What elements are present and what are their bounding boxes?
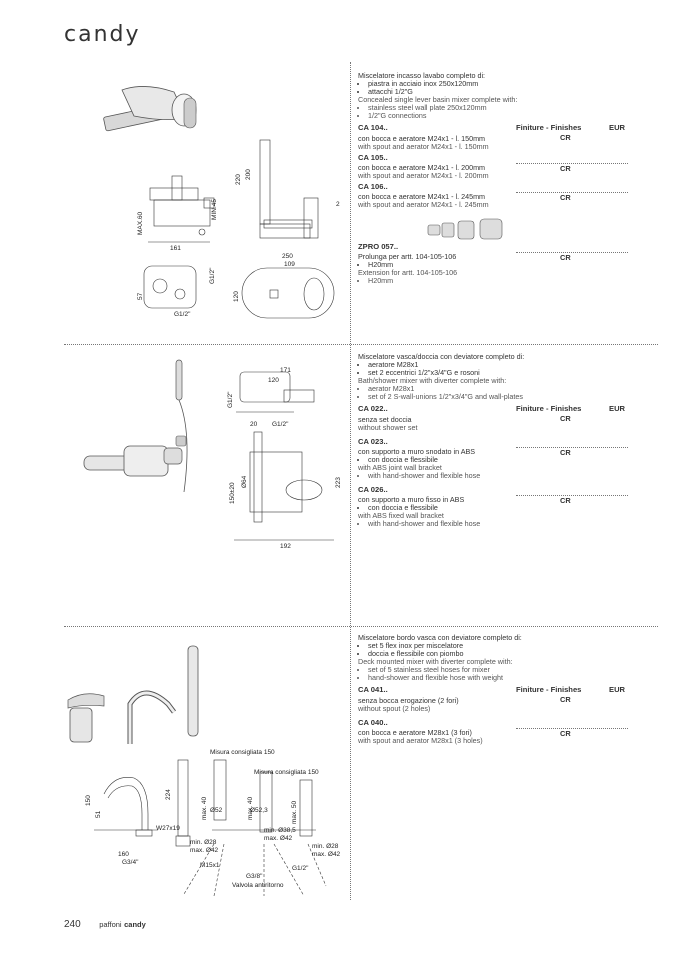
dim-label: 192 [280, 543, 291, 550]
section-separator-2 [64, 626, 658, 627]
section2-drawings [64, 352, 348, 622]
product-item [358, 243, 628, 285]
item-desc-it: con bocca e aeratore M28x1 (3 fori) [358, 727, 472, 737]
dim-label: MIN.45 [211, 199, 218, 220]
item-desc-en: with spout and aerator M24x1 - l. 245mm [358, 200, 489, 210]
price-dotted-line [516, 192, 628, 193]
dim-label: min. Ø38,5 [264, 827, 296, 834]
bullet: • H20mm [368, 261, 628, 269]
bullet: • con doccia e flessibile [368, 456, 628, 464]
product-item [358, 132, 628, 151]
product-item [358, 413, 628, 432]
bullet: • set 2 eccentrici 1/2"x3/4"G e rosoni [368, 369, 628, 377]
dim-label: 160 [118, 851, 129, 858]
dim-label: Ø52 [210, 807, 223, 814]
item-desc-en: with spout and aerator M28x1 (3 holes) [358, 735, 483, 745]
product-code: CA 040.. [358, 717, 388, 727]
dim-label: max. 40 [247, 796, 254, 820]
eur-header: EUR [609, 122, 626, 132]
dim-label: W27x19 [156, 825, 180, 832]
bullet: • with hand-shower and flexible hose [368, 472, 628, 480]
product-item [358, 183, 628, 209]
section2-spec [358, 353, 628, 529]
finishes-header: Finiture - Finishes [516, 684, 582, 694]
product-code: CA 106.. [358, 181, 388, 191]
bullet: • stainless steel wall plate 250x120mm [368, 104, 628, 112]
dim-label: Valvola antiritorno [232, 882, 284, 889]
bullet: • set of 5 stainless steel hoses for mixer [368, 666, 628, 674]
price-header [358, 686, 628, 696]
finish-code: CR [560, 413, 571, 423]
dim-label: Misura consigliata 150 [210, 749, 275, 756]
section2-technical-drawing [64, 352, 348, 622]
dim-label: 120 [233, 291, 240, 302]
dim-label: G3/4" [122, 859, 139, 866]
price-header [358, 405, 628, 415]
finishes-header: Finiture - Finishes [516, 403, 582, 413]
description-en: Deck mounted mixer with diverter complete with: [358, 657, 513, 667]
dim-label: 51 [95, 810, 102, 818]
deck-mixer-photo [68, 646, 198, 744]
front-view-drawing [234, 372, 334, 540]
item-desc-en: without shower set [358, 422, 418, 432]
section1-drawings [64, 70, 348, 340]
bullet: • piastra in acciaio inox 250x120mm [368, 80, 628, 88]
dim-label: G1/2" [292, 865, 309, 872]
product-code: CA 104.. [358, 122, 388, 132]
dim-label: 250 [282, 253, 293, 260]
finish-code: CR [560, 496, 571, 506]
description-en: Concealed single lever basin mixer complete with: [358, 95, 518, 105]
section3-technical-drawing [64, 634, 348, 898]
price-dotted-line [516, 728, 628, 729]
bullet: • 1/2"G connections [368, 112, 628, 120]
bullet: • aerator M28x1 [368, 385, 628, 393]
bullets-it [358, 642, 628, 658]
dim-label: G1/2" [209, 267, 216, 284]
bullets-it [358, 361, 628, 377]
bullet: • hand-shower and flexible hose with weight [368, 674, 628, 682]
dim-label: max. 40 [201, 796, 208, 820]
dim-label: 224 [165, 789, 172, 800]
dim-label: 109 [284, 261, 295, 268]
finish-code: CR [560, 694, 571, 704]
bullets-en [358, 385, 628, 401]
bullets-en [358, 277, 628, 285]
finish-code: CR [560, 253, 571, 263]
item-desc-en: with spout and aerator M24x1 - l. 150mm [358, 141, 489, 151]
page-number: 240 [64, 919, 81, 930]
page-footer [64, 919, 146, 930]
dim-label: Ø64 [241, 475, 248, 488]
basin-mixer-photo [103, 86, 196, 131]
dim-label: G1/2" [174, 311, 191, 318]
bullet: • H20mm [368, 277, 628, 285]
dim-label: Ø52,3 [250, 807, 268, 814]
section-separator-1 [64, 344, 658, 345]
item-desc-en: with ABS fixed wall bracket [358, 511, 444, 521]
item-desc-en: without spout (2 holes) [358, 703, 431, 713]
description-en: Bath/shower mixer with diverter complete with: [358, 376, 507, 386]
bullet: • doccia e flessibile con piombo [368, 650, 628, 658]
item-desc-it: con supporto a muro fisso in ABS [358, 495, 465, 505]
item-desc-en: with spout and aerator M24x1 - l. 200mm [358, 170, 489, 180]
dim-label: 150 [85, 795, 92, 806]
dim-label: min. Ø28 [190, 839, 217, 846]
dim-label: 2 [336, 201, 340, 208]
column-separator [350, 62, 351, 900]
dim-label: 150±20 [229, 482, 236, 504]
item-desc-it: con bocca e aeratore M24x1 - l. 200mm [358, 162, 486, 172]
section3-spec [358, 634, 628, 745]
section1-spec [358, 72, 628, 286]
bullets-en [358, 104, 628, 120]
dim-label: Misura consigliata 150 [254, 769, 319, 776]
dim-label: 57 [137, 292, 144, 300]
item-desc-en: with ABS joint wall bracket [358, 462, 442, 472]
finishes-header: Finiture - Finishes [516, 122, 582, 132]
finish-code: CR [560, 728, 571, 738]
dim-label: M15x1 [200, 862, 220, 869]
finish-code: CR [560, 447, 571, 457]
section3-drawings [64, 634, 348, 898]
item-desc-it: senza bocca erogazione (2 fori) [358, 695, 459, 705]
dim-label: MAX.60 [137, 211, 144, 235]
product-item [358, 694, 628, 713]
finish-code: CR [560, 163, 571, 173]
bullet: • with hand-shower and flexible hose [368, 520, 628, 528]
section1-technical-drawing [64, 70, 348, 340]
price-dotted-line [516, 495, 628, 496]
dim-label: 223 [335, 477, 342, 488]
price-header [358, 124, 628, 134]
bath-shower-mixer-photo [84, 360, 187, 492]
finish-code: CR [560, 192, 571, 202]
side-view-drawing [260, 140, 318, 238]
price-dotted-line [516, 163, 628, 164]
eur-header: EUR [609, 403, 626, 413]
item-desc-en: Extension for artt. 104-105-106 [358, 268, 458, 278]
product-code: CA 023.. [358, 436, 388, 446]
dim-label: min. Ø28 [312, 843, 339, 850]
item-desc-it: con supporto a muro snodato in ABS [358, 446, 476, 456]
dim-label: 120 [268, 377, 279, 384]
extension-illustration [418, 215, 508, 243]
product-item [358, 438, 628, 480]
bullet: • set of 2 S-wall-unions 1/2"x3/4"G and wall-plates [368, 393, 628, 401]
dim-label: max. Ø42 [264, 835, 293, 842]
bullets-it [358, 80, 628, 96]
description-it: Miscelatore incasso lavabo completo di: [358, 71, 486, 80]
footer-publisher: paffoni [99, 920, 122, 929]
dim-label: 161 [170, 245, 181, 252]
eur-header: EUR [609, 684, 626, 694]
product-code: CA 105.. [358, 152, 388, 162]
dim-label: 220 [235, 174, 242, 185]
footer-collection: candy [124, 920, 146, 929]
item-desc-it: con bocca e aeratore M24x1 - l. 150mm [358, 133, 486, 143]
dim-label: 171 [280, 367, 291, 374]
product-code: CA 022.. [358, 403, 388, 413]
bullet: • attacchi 1/2"G [368, 88, 628, 96]
price-dotted-line [516, 252, 628, 253]
dim-label: max. 50 [291, 800, 298, 824]
price-dotted-line [516, 447, 628, 448]
front-view-drawing [148, 176, 214, 242]
finish-code: CR [560, 132, 571, 142]
dim-label: G1/2" [227, 391, 234, 408]
item-desc-it: senza set doccia [358, 414, 412, 424]
bullets-en [358, 520, 628, 528]
dim-label: max. Ø42 [312, 851, 341, 858]
item-desc-it: con bocca e aeratore M24x1 - l. 245mm [358, 191, 486, 201]
bullet: • aeratore M28x1 [368, 361, 628, 369]
bullets-en [358, 666, 628, 682]
product-item [358, 719, 628, 745]
bullet: • con doccia e flessibile [368, 504, 628, 512]
description-it: Miscelatore bordo vasca con deviatore completo di: [358, 633, 522, 642]
dim-label: max. Ø42 [190, 847, 219, 854]
dim-label: G3/8" [246, 873, 263, 880]
bullets-en [358, 472, 628, 480]
product-code: CA 041.. [358, 684, 388, 694]
product-code: CA 026.. [358, 485, 388, 495]
brand-title: candy [64, 22, 141, 47]
bullet: • set 5 flex inox per miscelatore [368, 642, 628, 650]
dim-label: 200 [245, 169, 252, 180]
spout-section-drawing [94, 777, 158, 836]
product-item [358, 486, 628, 528]
product-item [358, 154, 628, 180]
dim-label: G1/2" [272, 421, 289, 428]
product-code: ZPRO 057.. [358, 242, 399, 252]
dim-label: 20 [250, 421, 258, 428]
item-desc-it: Prolunga per artt. 104-105-106 [358, 252, 457, 262]
description-it: Miscelatore vasca/doccia con deviatore completo di: [358, 352, 525, 361]
